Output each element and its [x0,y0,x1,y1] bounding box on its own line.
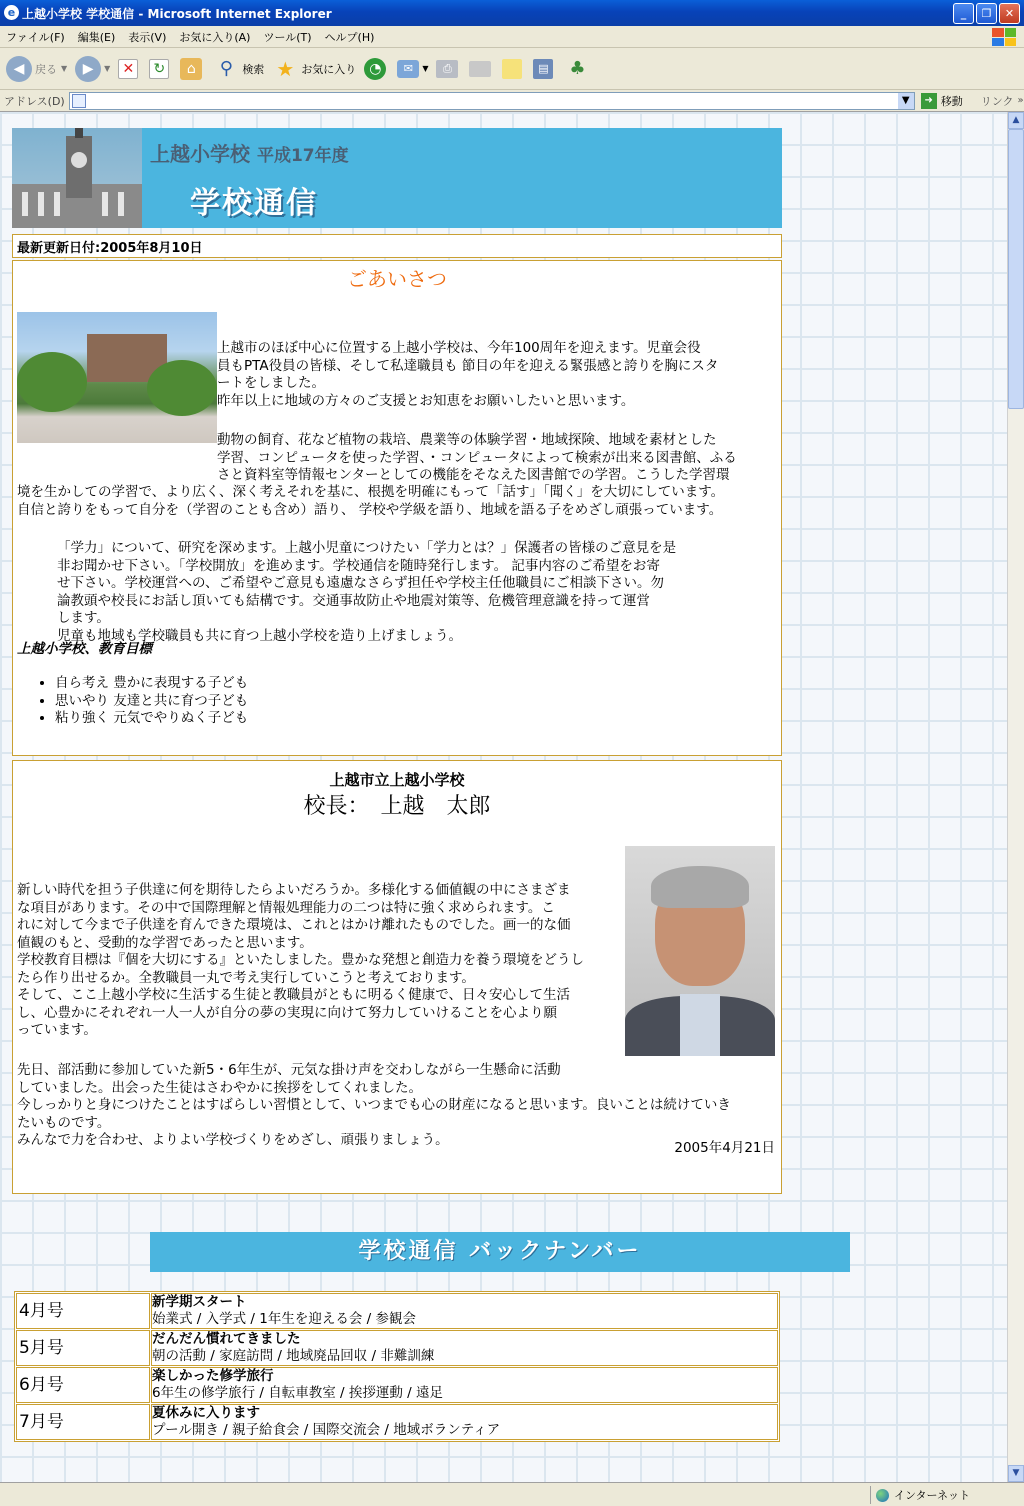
principal-message [12,760,782,1194]
issue-cell [151,1404,778,1440]
edit-button[interactable] [469,61,494,77]
education-goals-heading: 上越小学校、教育目標 [17,641,152,657]
issue-topics: 始業式 / 入学式 / 1年生を迎える会 / 参観会 [152,1311,416,1327]
forward-arrow-icon: ▶ [75,56,101,82]
messenger-icon: ♣ [569,58,586,79]
backnumber-table [14,1291,780,1442]
issue-topics: プール開き / 親子給食会 / 国際交流会 / 地域ボランティア [152,1422,501,1438]
edit-icon [469,61,491,77]
issue-title-link[interactable]: 楽しかった修学旅行 [152,1368,274,1384]
backnumber-heading: 学校通信 バックナンバー [150,1232,850,1272]
greeting-heading: ごあいさつ [347,267,447,291]
stop-icon: ✕ [118,59,138,79]
goal-item: • 粘り強く 元気でやりぬく子ども [55,710,248,728]
favorites-label: お気に入り [301,62,357,76]
address-label: アドレス(D) [4,94,65,108]
issue-title-link[interactable]: 夏休みに入ります [152,1405,260,1421]
scrollbar-thumb[interactable] [1008,129,1024,409]
stop-button[interactable] [118,59,141,79]
history-icon: ◔ [364,58,386,80]
security-zone [876,1487,970,1503]
last-updated: 最新更新日付:2005年8月10日 [12,234,782,258]
search-icon: ⚲ [219,58,233,79]
note-icon [502,59,522,79]
greeting-paragraph-1: 上越市のほぼ中心に位置する上越小学校は、今年100周年を迎えます。児童会役 員もPTA役員の皆様、そして私達職員も 節目の年を迎える緊張感と誇りを胸にスタ ートをしました。 昨年以上に地域の方々のご支援とお知恵をお願いしたいと思います。 [217,340,719,409]
school-name: 上越小学校 [150,142,250,166]
page-viewport [0,112,1007,1482]
issue-cell [151,1293,778,1329]
issue-title-link[interactable]: 新学期スタート [152,1294,247,1310]
greeting-paragraph-3: 「学力」について、研究を深めます。上越小児童につけたい「学力とは？」保護者の皆様のご意見を是 非お聞かせ下さい。「学校開放」を進めます。学校通信を随時発行します。 記事内容のご希望をお寄 せ下さい。学校運営への、ご希望やご意見も遠慮なさらず担任や学校主任他職員にご相談下さい。勿 論教頭や校長にお話し頂いても結構です。交通事故防止や地震対策等、危機管理意識を持って運営 します。 児童も地域も学校職員も共に育つ上越小学校を造り上げましょう。 [57,540,677,644]
issue-topics: 6年生の修学旅行 / 自転車教室 / 挨拶運動 / 遠足 [152,1385,443,1401]
back-arrow-icon: ◀ [6,56,32,82]
greeting-section [12,260,782,756]
message-date: 2005年4月21日 [674,1140,775,1156]
discuss-button[interactable] [502,59,525,79]
status-separator [870,1486,871,1504]
windows-logo-icon [992,28,1016,46]
mail-button[interactable] [397,60,428,78]
menu-view[interactable]: 表示(V) [128,30,167,44]
menu-favorites[interactable]: お気に入り(A) [179,30,251,44]
menu-file[interactable]: ファイル(F) [6,30,65,44]
globe-icon [876,1489,889,1502]
maximize-button[interactable]: ❐ [976,3,997,24]
messenger-button[interactable] [564,56,593,82]
table-row [16,1330,778,1366]
back-label: 戻る [35,62,57,76]
go-arrow-icon: ➜ [921,93,937,109]
vertical-scrollbar[interactable] [1007,112,1024,1482]
school-year: 平成17年度 [256,146,349,166]
search-button[interactable] [213,56,264,82]
school-building-image [12,128,142,228]
table-row [16,1367,778,1403]
scroll-down-icon[interactable]: ▼ [1008,1465,1024,1482]
forward-dropdown-icon[interactable]: ▼ [104,64,111,73]
banner-title: 学校通信 [190,186,318,221]
table-row [16,1404,778,1440]
banner-school-name [150,138,349,167]
forward-button[interactable] [75,56,110,82]
issue-month: 6月号 [16,1367,150,1403]
home-button[interactable] [180,58,205,80]
issue-title-link[interactable]: だんだん慣れてきました [152,1331,301,1347]
issue-cell [151,1330,778,1366]
window-title: 上越小学校 学校通信 - Microsoft Internet Explorer [22,6,332,21]
print-button[interactable] [436,60,461,78]
issue-cell [151,1367,778,1403]
goal-item: • 自ら考え 豊かに表現する子ども [55,675,248,693]
issue-month: 4月号 [16,1293,150,1329]
principal-paragraph-1: 新しい時代を担う子供達に何を期待したらよいだろうか。多様化する価値観の中にさまざま な項目があります。その中で国際理解と情報処理能力の二つは特に強く求められます。こ れに対して今まで子供達を育んできた環境は、これとはかけ離れたものでした。画一的な価 値観のもと、受動的な学習であったと思います。 学校教育目標は『個を大切にする』といたしました。豊かな発想と創造力を養う環境をどうし たら作り出せるか。全教職員一丸で考え実行していこうと考えております。 そして、ここ上越小学校に生活する生徒と教職員がともに明るく健康で、日々安心して生活 し、心豊かにそれぞれ一人一人が自分の夢の実現に向けて努力していけることを心より願 っています。 [17,882,584,1038]
toolbar [0,48,1024,90]
greeting-paragraph-2: 動物の飼育、花など植物の栽培、農業等の体験学習・地域探険、地域を素材とした 学習、コンピュータを使った学習、・コンピュータによって検索が出来る図書館、ふる さと資料室等情報センターとしての機能をそなえた図書館での学習。こうした学習環 [217,432,737,483]
refresh-button[interactable] [149,59,172,79]
close-button[interactable]: ✕ [999,3,1020,24]
go-label: 移動 [940,94,963,108]
scroll-up-icon[interactable]: ▲ [1008,112,1024,129]
greeting-paragraph-2b: 境を生かしての学習で、より広く、深く考えそれを基に、根拠を明確にもって「話す」「聞く」を大切にしています。 自信と誇りをもって自分を（学習のことも含め）語り、 学校や学級を語り、地域を語る子をめざし頑張っています。 [17,484,725,518]
principal-photo [625,846,775,1056]
zone-label: インターネット [894,1489,971,1502]
issue-topics: 朝の活動 / 家庭訪問 / 地域廃品回収 / 非難訓練 [152,1348,435,1364]
refresh-icon: ↻ [149,59,169,79]
school-grounds-photo [17,312,217,443]
links-chevron-icon[interactable]: » [1017,95,1024,106]
go-button[interactable] [921,93,963,109]
minimize-button[interactable]: _ [953,3,974,24]
search-label: 検索 [242,62,265,76]
menu-tools[interactable]: ツール(T) [263,30,312,44]
section-divider [13,755,781,756]
mail-icon: ✉ [397,60,419,78]
status-bar [0,1482,1024,1506]
principal-name: 校長： 上越 太郎 [303,794,491,819]
address-dropdown-icon[interactable]: ▼ [898,93,914,109]
menu-edit[interactable]: 編集(E) [77,30,116,44]
mail-dropdown-icon[interactable]: ▼ [422,64,429,73]
links-button[interactable]: リンク [980,94,1014,108]
favorites-button[interactable] [272,56,356,82]
goal-item: • 思いやり 友達と共に育つ子ども [55,693,248,711]
table-row [16,1293,778,1329]
history-button[interactable] [364,58,389,80]
address-bar [0,90,1024,112]
back-dropdown-icon[interactable]: ▼ [61,64,68,73]
back-button[interactable] [6,56,67,82]
home-icon: ⌂ [180,58,202,80]
research-icon: ▤ [533,59,553,79]
principal-paragraph-2: 先日、部活動に参加していた新5・6年生が、元気な掛け声を交わしながら一生懸命に活動 していました。出会った生徒はさわやかに挨拶をしてくれました。 [17,1062,561,1096]
school-organization: 上越市立上越小学校 [329,771,465,789]
principal-paragraph-3: 今しっかりと身につけたことはすばらしい習慣として、いつまでも心の財産になると思います。良いことは続けていき たいものです。 みんなで力を合わせ、よりよい学校づくりをめざし、頑張りましょう。 [17,1097,731,1148]
address-input[interactable] [69,92,915,110]
window-titlebar [0,0,1024,26]
page-icon [72,94,86,108]
research-button[interactable] [533,59,556,79]
menu-bar [0,26,1024,48]
ie-logo-icon: e [4,5,19,20]
print-icon: ⎙ [436,60,458,78]
header-banner [12,128,782,228]
education-goals-list [55,675,248,728]
issue-month: 5月号 [16,1330,150,1366]
favorites-star-icon: ★ [276,56,295,81]
issue-month: 7月号 [16,1404,150,1440]
menu-help[interactable]: ヘルプ(H) [324,30,375,44]
